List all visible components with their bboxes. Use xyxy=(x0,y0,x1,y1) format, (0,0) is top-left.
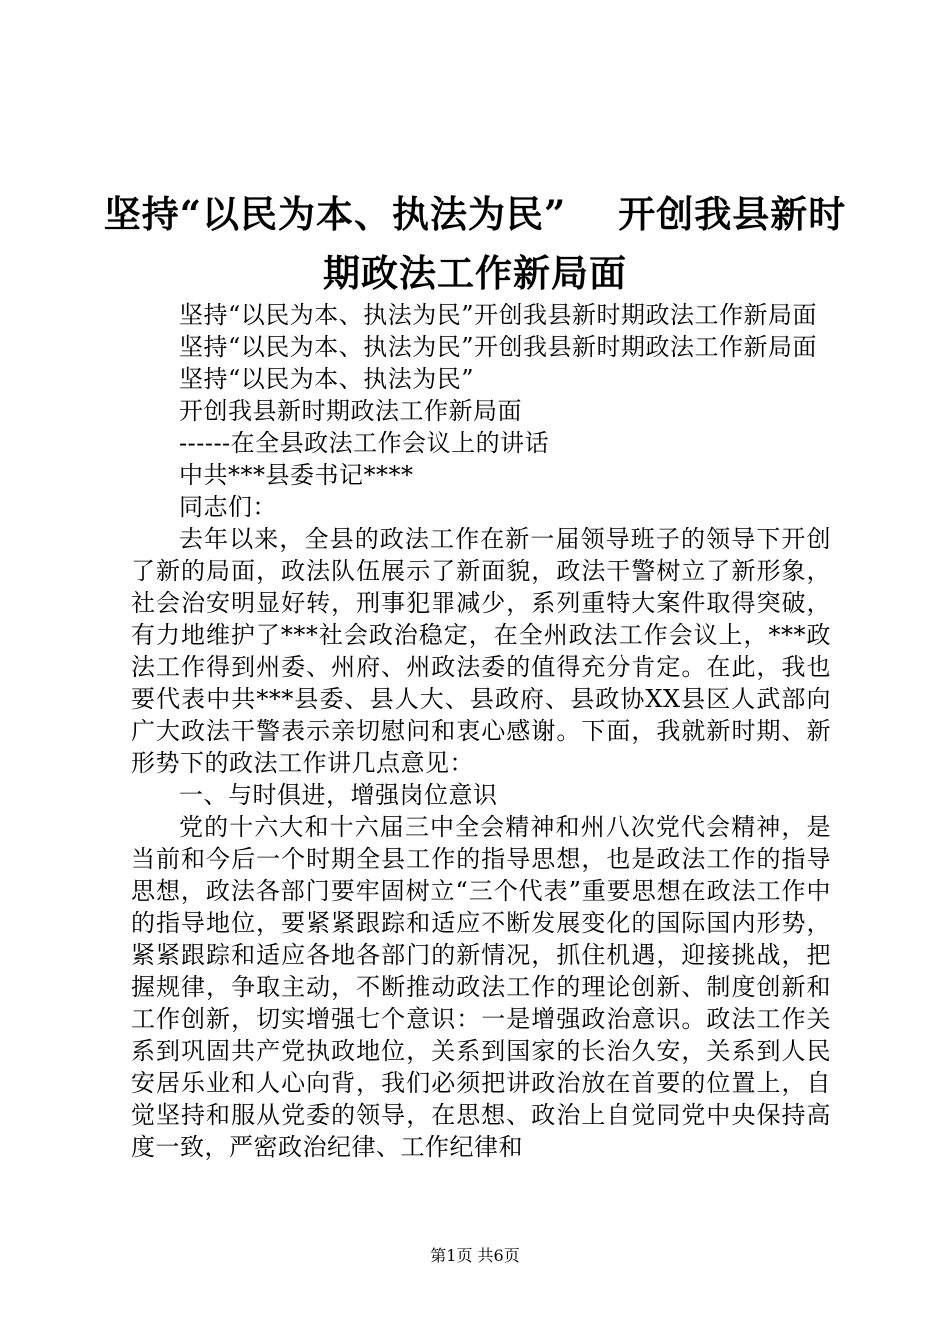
paragraph-intro: 去年以来，全县的政法工作在新一届领导班子的领导下开创了新的局面，政法队伍展示了新面貌，政法干警树立了新形象，社会治安明显好转，刑事犯罪减少，系列重特大案件取得突破，有力地维护了***社会政治稳定，在全州政法工作会议上，***政法工作得到州委、州府、州政法委的值得充分肯定。在此，我也要代表中共***县委、县人大、县政府、县政协XX县区人武部向广大政法干警表示亲切慰问和衷心感谢。下面，我就新时期、新形势下的政法工作讲几点意见： xyxy=(131,525,831,777)
paragraph-section-heading: 一、与时俱进，增强岗位意识 xyxy=(179,781,498,809)
page-number-footer: 第1页 共6页 xyxy=(430,1246,520,1265)
paragraph-speaker: 中共***县委书记**** xyxy=(179,461,414,489)
paragraph-section-body: 党的十六大和十六届三中全会精神和州八次党代会精神，是当前和今后一个时期全县工作的指导思想，也是政法工作的指导思想，政法各部门要牢固树立“三个代表”重要思想在政法工作中的指导地位，要紧紧跟踪和适应不断发展变化的国际国内形势，紧紧跟踪和适应各地各部门的新情况，抓住机遇，迎接挑战，把握规律，争取主动，不断推动政法工作的理论创新、制度创新和工作创新，切实增强七个意识：一是增强政治意识。政法工作关系到巩固共产党执政地位，关系到国家的长治久安，关系到人民安居乐业和人心向背，我们必须把讲政治放在首要的位置上，自觉坚持和服从党委的领导，在思想、政治上自觉同党中央保持高度一致，严密政治纪律、工作纪律和 xyxy=(131,813,831,1161)
paragraph-repeat-title-2: 坚持“以民为本、执法为民”开创我县新时期政法工作新局面 xyxy=(179,333,818,361)
paragraph-subtitle-2: 开创我县新时期政法工作新局面 xyxy=(179,397,522,425)
paragraph-subtitle-1: 坚持“以民为本、执法为民” xyxy=(179,365,475,393)
document-title-line-2: 期政法工作新局面 xyxy=(323,251,627,295)
paragraph-salutation: 同志们： xyxy=(179,493,277,521)
document-title-line-1: 坚持“以民为本、执法为民” 开创我县新时 xyxy=(103,192,847,236)
document-body xyxy=(131,299,831,1163)
paragraph-repeat-title-1: 坚持“以民为本、执法为民”开创我县新时期政法工作新局面 xyxy=(179,301,818,329)
paragraph-speech-occasion: ------在全县政法工作会议上的讲话 xyxy=(179,429,550,457)
